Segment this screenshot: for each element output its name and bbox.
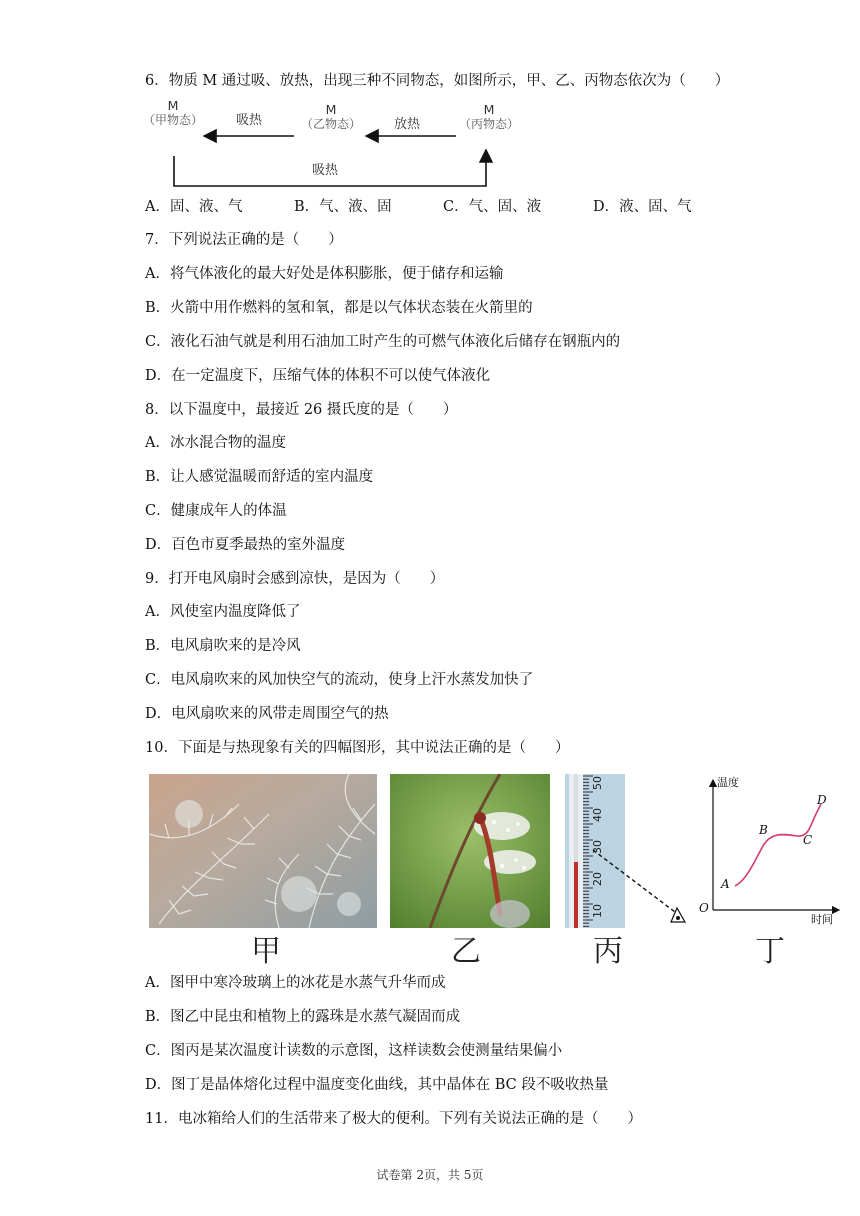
state-b-name: （乙物态）: [300, 117, 361, 131]
origin-label: O: [699, 901, 709, 915]
label-a-to-c: 吸热: [312, 163, 339, 178]
q6-option-c: C．气、固、液: [443, 199, 542, 215]
state-c: [452, 102, 526, 132]
q8-option-a: A．冰水混合物的温度: [145, 435, 286, 451]
thermo-tick-10: 10: [591, 904, 604, 918]
state-c-name: （丙物态）: [458, 117, 519, 131]
dragonfly-photo: [390, 774, 550, 928]
thermo-tick-30: 30: [591, 840, 604, 854]
q6-option-d: D．液、固、气: [593, 199, 692, 215]
fig-label-jia: 甲: [251, 934, 281, 969]
page-footer: 试卷第 2页，共 5页: [376, 1168, 484, 1182]
state-a: [140, 98, 206, 128]
q6-stem: 6．物质 M 通过吸、放热，出现三种不同物态，如图所示，甲、乙、丙物态依次为（ ）: [145, 73, 730, 89]
point-c-label: C: [803, 833, 813, 847]
q7-stem: 7．下列说法正确的是（ ）: [145, 232, 343, 248]
q10-option-d: D．图丁是晶体熔化过程中温度变化曲线，其中晶体在 BC 段不吸收热量: [145, 1077, 609, 1093]
q10-stem: 10．下面是与热现象有关的四幅图形，其中说法正确的是（ ）: [145, 740, 570, 756]
q9-option-d: D．电风扇吹来的风带走周围空气的热: [145, 706, 389, 722]
q10-option-c: C．图丙是某次温度计读数的示意图，这样读数会使测量结果偏小: [145, 1043, 563, 1059]
fig-label-bing: 丙: [593, 934, 623, 969]
fig-label-yi: 乙: [451, 934, 481, 969]
state-a-name: （甲物态）: [142, 113, 203, 127]
q6-option-a: A．固、液、气: [145, 199, 243, 215]
y-axis-label: 温度: [717, 776, 739, 789]
state-change-diagram: [140, 96, 520, 192]
q9-option-c: C．电风扇吹来的风加快空气的流动，使身上汗水蒸发加快了: [145, 672, 534, 688]
q10-option-a: A．图甲中寒冷玻璃上的冰花是水蒸气升华而成: [145, 975, 446, 991]
q6-option-b: B．气、液、固: [294, 199, 392, 215]
q7-option-d: D．在一定温度下，压缩气体的体积不可以使气体液化: [145, 368, 491, 384]
label-b-to-a: 吸热: [236, 113, 263, 128]
q8-option-b: B．让人感觉温暖而舒适的室内温度: [145, 469, 374, 485]
dragonfly-image: [390, 774, 550, 928]
x-axis-label: 时间: [811, 913, 833, 926]
q10-option-b: B．图乙中昆虫和植物上的露珠是水蒸气凝固而成: [145, 1009, 461, 1025]
frost-photo: [149, 774, 377, 928]
thermo-tick-40: 40: [591, 808, 604, 822]
q7-option-c: C．液化石油气就是利用石油加工时产生的可燃气体液化后储存在钢瓶内的: [145, 334, 621, 350]
q11-stem: 11．电冰箱给人们的生活带来了极大的便利。下列有关说法正确的是（ ）: [145, 1111, 642, 1127]
point-b-label: B: [759, 823, 768, 837]
thermometer-image: [563, 774, 693, 928]
thermometer-figure: [563, 774, 693, 928]
state-a-m: M: [167, 98, 179, 113]
state-b: [294, 102, 368, 132]
thermo-tick-50: 50: [591, 776, 604, 790]
q8-option-c: C．健康成年人的体温: [145, 503, 287, 519]
state-c-m: M: [483, 102, 495, 117]
point-a-label: A: [721, 877, 730, 891]
q9-option-a: A．风使室内温度降低了: [145, 604, 301, 620]
frost-image: [149, 774, 377, 928]
q7-option-b: B．火箭中用作燃料的氢和氧，都是以气体状态装在火箭里的: [145, 300, 533, 316]
q8-stem: 8．以下温度中，最接近 26 摄氏度的是（ ）: [145, 402, 458, 418]
melting-graph-svg: [697, 770, 847, 930]
q8-option-d: D．百色市夏季最热的室外温度: [145, 537, 346, 553]
q10-figures: [145, 770, 855, 969]
q9-option-b: B．电风扇吹来的是冷风: [145, 638, 301, 654]
thermo-tick-20: 20: [591, 872, 604, 886]
q9-stem: 9．打开电风扇时会感到凉快，是因为（ ）: [145, 571, 445, 587]
q7-option-a: A．将气体液化的最大好处是体积膨胀，便于储存和运输: [145, 266, 504, 282]
point-d-label: D: [817, 793, 827, 807]
fig-label-ding: 丁: [755, 934, 785, 969]
state-b-m: M: [325, 102, 337, 117]
melting-graph: [697, 770, 847, 924]
label-c-to-b: 放热: [394, 117, 421, 132]
